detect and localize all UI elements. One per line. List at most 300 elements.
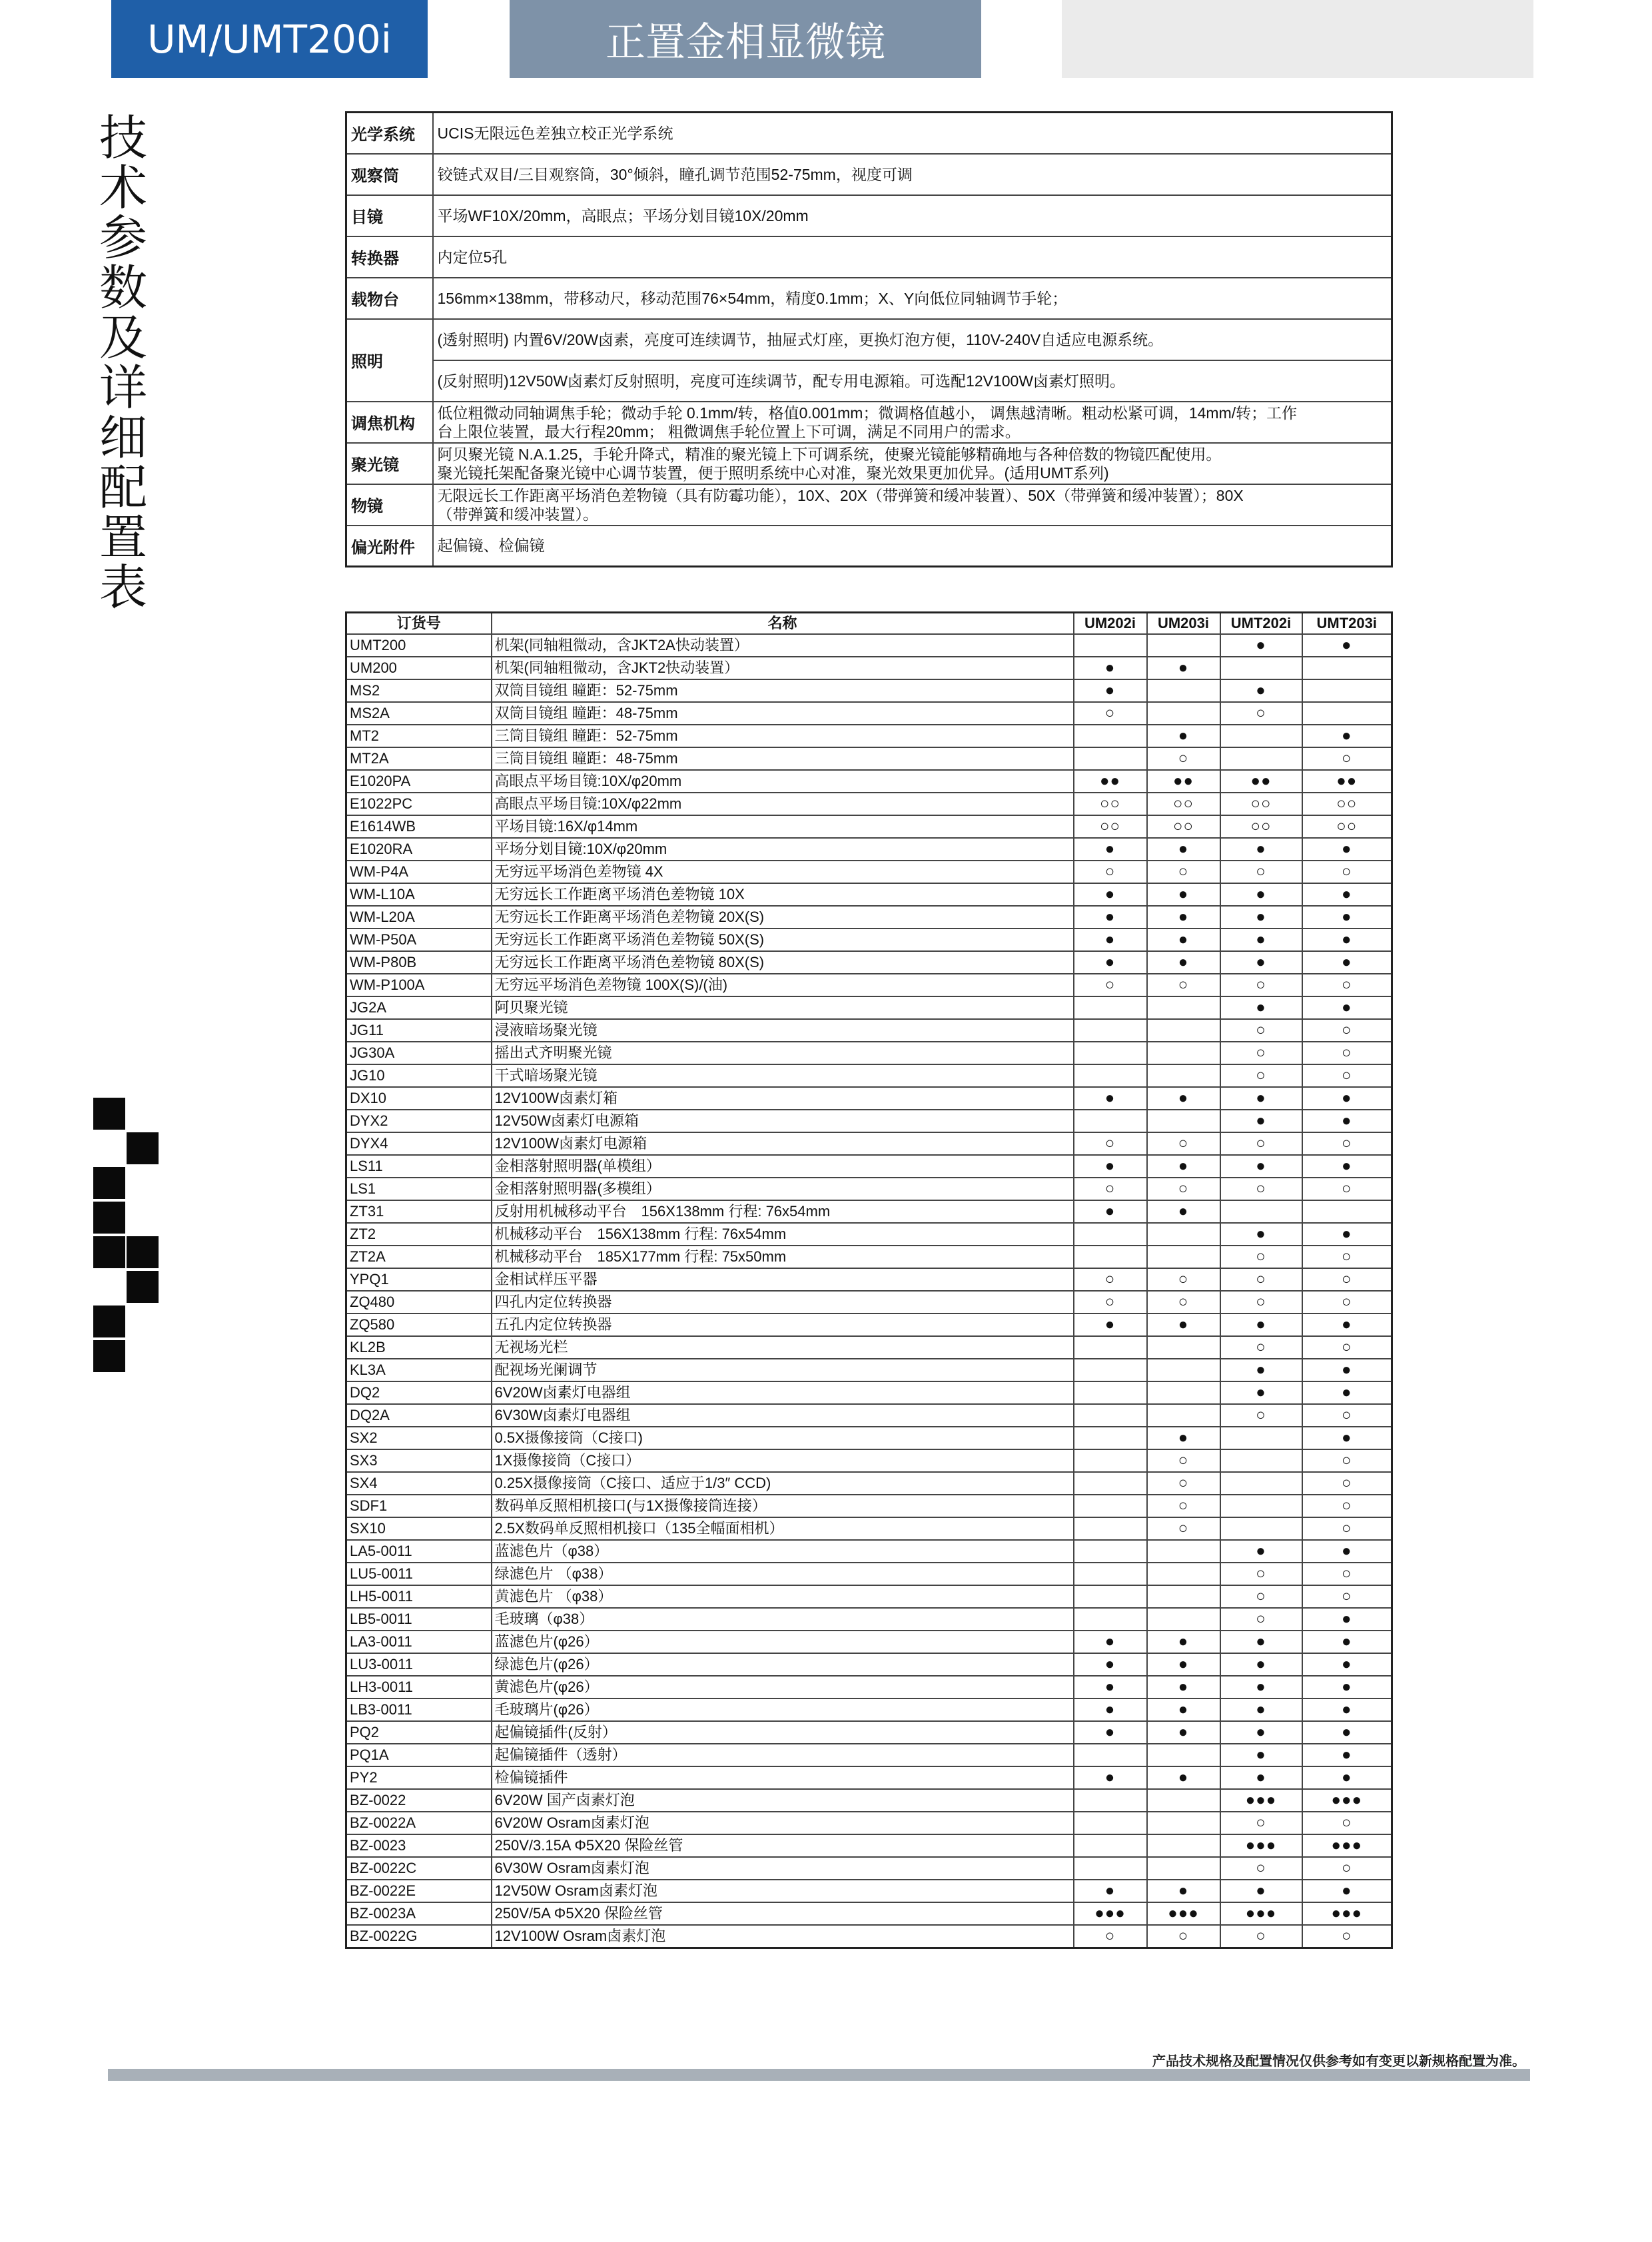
spec-value [433, 484, 1392, 526]
spec-row [346, 484, 1392, 526]
item-name: 浸液暗场聚光镜 [492, 1019, 1074, 1042]
product-title: 正置金相显微镜 [606, 19, 885, 66]
config-mark: ● [1220, 883, 1302, 906]
config-mark: ○ [1220, 1857, 1302, 1880]
order-code: BZ-0022 [346, 1789, 492, 1812]
config-mark [1147, 1812, 1220, 1834]
item-name: 250V/5A Φ5X20 保险丝管 [492, 1902, 1074, 1925]
item-name: 6V20W 国产卤素灯泡 [492, 1789, 1074, 1812]
order-code: BZ-0022E [346, 1880, 492, 1902]
config-mark: ● [1220, 1698, 1302, 1721]
config-mark: ● [1302, 1721, 1392, 1744]
side-title-char: 参 [99, 210, 147, 266]
config-mark [1074, 634, 1147, 657]
order-code: ZT2A [346, 1246, 492, 1268]
table-row [346, 634, 1392, 657]
config-mark: ● [1220, 679, 1302, 702]
item-name: 黄滤色片 （φ38） [492, 1585, 1074, 1608]
table-row [346, 1268, 1392, 1291]
config-mark [1074, 1744, 1147, 1766]
spec-value-line: 起偏镜、检偏镜 [437, 537, 545, 555]
config-mark: ● [1220, 1223, 1302, 1246]
config-mark: ● [1074, 1087, 1147, 1110]
config-mark: ● [1220, 838, 1302, 861]
config-mark: ○ [1220, 1246, 1302, 1268]
order-code: DQ2A [346, 1404, 492, 1427]
order-code: WM-P50A [346, 929, 492, 951]
config-mark: ● [1220, 1631, 1302, 1653]
spec-row [346, 195, 1392, 236]
config-mark: ○ [1147, 974, 1220, 996]
config-mark: ○ [1302, 1563, 1392, 1585]
spec-label: 观察筒 [346, 154, 433, 195]
column-header: 名称 [492, 613, 1074, 635]
order-code: LH5-0011 [346, 1585, 492, 1608]
config-mark: ○○ [1302, 793, 1392, 815]
item-name: 金相落射照明器(多模组） [492, 1178, 1074, 1200]
item-name: 检偏镜插件 [492, 1766, 1074, 1789]
config-mark: ● [1220, 1087, 1302, 1110]
config-mark: ○ [1302, 1064, 1392, 1087]
config-mark [1147, 1223, 1220, 1246]
config-mark: ○ [1147, 1291, 1220, 1313]
config-mark: ○ [1147, 747, 1220, 770]
spec-value-line: （带弹簧和缓冲装置）。 [437, 505, 598, 523]
config-mark: ○ [1302, 861, 1392, 883]
table-row [346, 1925, 1392, 1948]
config-mark: ●●● [1220, 1902, 1302, 1925]
config-mark: ● [1147, 657, 1220, 679]
config-mark: ● [1220, 1721, 1302, 1744]
spec-value [433, 278, 1392, 319]
spec-row [346, 526, 1392, 567]
item-name: 高眼点平场目镜:10X/φ20mm [492, 770, 1074, 793]
config-mark: ●● [1074, 770, 1147, 793]
order-code: LA5-0011 [346, 1540, 492, 1563]
table-row [346, 1698, 1392, 1721]
config-mark: ● [1302, 1223, 1392, 1246]
config-mark: ● [1074, 883, 1147, 906]
item-name: 250V/3.15A Φ5X20 保险丝管 [492, 1834, 1074, 1857]
table-row [346, 1608, 1392, 1631]
config-mark [1147, 1336, 1220, 1359]
config-mark: ● [1147, 1721, 1220, 1744]
config-mark: ○ [1074, 702, 1147, 725]
side-title-char: 术 [99, 160, 147, 216]
item-name: 蓝滤色片(φ26） [492, 1631, 1074, 1653]
config-mark: ○ [1147, 1132, 1220, 1155]
order-code: DQ2 [346, 1381, 492, 1404]
order-code: MS2A [346, 702, 492, 725]
item-name: 三筒目镜组 瞳距：48-75mm [492, 747, 1074, 770]
config-mark [1074, 1517, 1147, 1540]
config-mark [1147, 702, 1220, 725]
spec-value: (透射照明) 内置6V/20W卤素，亮度可连续调节，抽屉式灯座，更换灯泡方便，110V-240V自适应电源系统。 [433, 319, 1392, 360]
title-banner [510, 0, 981, 78]
config-mark: ● [1302, 1608, 1392, 1631]
table-row [346, 1087, 1392, 1110]
spec-value-line: 铰链式双目/三目观察筒，30°倾斜，瞳孔调节范围52-75mm，视度可调 [437, 165, 913, 183]
config-mark [1302, 679, 1392, 702]
config-mark: ○ [1302, 1517, 1392, 1540]
item-name: 四孔内定位转换器 [492, 1291, 1074, 1313]
config-mark [1074, 1495, 1147, 1517]
deco-square [127, 1271, 159, 1303]
order-code: BZ-0023 [346, 1834, 492, 1857]
config-mark: ● [1302, 1359, 1392, 1381]
column-header: 订货号 [346, 613, 492, 635]
order-code: LU3-0011 [346, 1653, 492, 1676]
table-row [346, 906, 1392, 929]
spec-value [433, 236, 1392, 278]
config-mark [1147, 996, 1220, 1019]
config-mark: ● [1220, 1653, 1302, 1676]
config-mark: ● [1220, 1540, 1302, 1563]
table-row [346, 1223, 1392, 1246]
order-code: E1614WB [346, 815, 492, 838]
spec-label: 照明 [346, 319, 433, 402]
config-mark: ○○ [1147, 793, 1220, 815]
item-name: 毛玻璃片(φ26） [492, 1698, 1074, 1721]
item-name: 机架(同轴粗微动，含JKT2A快动装置） [492, 634, 1074, 657]
table-row [346, 1880, 1392, 1902]
table-row [346, 1291, 1392, 1313]
deco-square [127, 1236, 159, 1268]
config-mark [1147, 1834, 1220, 1857]
config-mark: ● [1147, 838, 1220, 861]
table-row [346, 1789, 1392, 1812]
config-mark [1220, 747, 1302, 770]
config-mark: ● [1220, 1381, 1302, 1404]
table-row [346, 1676, 1392, 1698]
config-mark: ● [1147, 951, 1220, 974]
item-name: 黄滤色片(φ26） [492, 1676, 1074, 1698]
table-row [346, 951, 1392, 974]
table-row [346, 1834, 1392, 1857]
order-code: WM-P100A [346, 974, 492, 996]
spec-row [346, 278, 1392, 319]
item-name: 12V50W卤素灯电源箱 [492, 1110, 1074, 1132]
order-code: E1020PA [346, 770, 492, 793]
item-name: 1X摄像接筒（C接口） [492, 1449, 1074, 1472]
config-mark: ● [1220, 1744, 1302, 1766]
spec-label: 偏光附件 [346, 526, 433, 567]
order-code: KL3A [346, 1359, 492, 1381]
config-mark [1147, 1019, 1220, 1042]
config-mark [1074, 1608, 1147, 1631]
table-row [346, 1427, 1392, 1449]
config-mark [1074, 1540, 1147, 1563]
config-mark: ● [1302, 1381, 1392, 1404]
config-mark: ○ [1220, 1812, 1302, 1834]
config-mark: ● [1074, 1313, 1147, 1336]
column-header: UM203i [1147, 613, 1220, 635]
config-mark: ● [1302, 1155, 1392, 1178]
table-row [346, 1019, 1392, 1042]
config-mark [1074, 1834, 1147, 1857]
config-mark [1074, 1381, 1147, 1404]
item-name: 金相落射照明器(单模组） [492, 1155, 1074, 1178]
model-banner [111, 0, 428, 78]
table-row [346, 1540, 1392, 1563]
table-row [346, 1042, 1392, 1064]
column-header: UM202i [1074, 613, 1147, 635]
deco-square [93, 1306, 125, 1337]
table-row [346, 1336, 1392, 1359]
config-mark: ● [1147, 1427, 1220, 1449]
config-mark: ● [1074, 679, 1147, 702]
config-mark: ● [1147, 1313, 1220, 1336]
config-mark: ● [1074, 1698, 1147, 1721]
spec-label: 载物台 [346, 278, 433, 319]
item-name: 三筒目镜组 瞳距：52-75mm [492, 725, 1074, 747]
order-code: E1020RA [346, 838, 492, 861]
config-mark: ○ [1220, 861, 1302, 883]
spec-table [345, 111, 1393, 567]
spec-label: 调焦机构 [346, 402, 433, 443]
config-mark: ●●● [1074, 1902, 1147, 1925]
item-name: 绿滤色片(φ26） [492, 1653, 1074, 1676]
spec-label: 聚光镜 [346, 443, 433, 484]
config-mark: ● [1074, 1653, 1147, 1676]
config-mark: ● [1302, 1880, 1392, 1902]
config-mark [1147, 1404, 1220, 1427]
spec-row [346, 402, 1392, 443]
order-code: ZQ580 [346, 1313, 492, 1336]
config-mark: ● [1147, 1087, 1220, 1110]
item-name: 机械移动平台 156X138mm 行程: 76x54mm [492, 1223, 1074, 1246]
config-mark [1074, 1789, 1147, 1812]
item-name: 金相试样压平器 [492, 1268, 1074, 1291]
order-code: WM-P80B [346, 951, 492, 974]
config-mark: ● [1220, 906, 1302, 929]
table-row [346, 1155, 1392, 1178]
spec-value [433, 195, 1392, 236]
config-mark: ● [1302, 1631, 1392, 1653]
order-code: SX3 [346, 1449, 492, 1472]
order-code: LB3-0011 [346, 1698, 492, 1721]
config-mark [1220, 1427, 1302, 1449]
config-mark: ○ [1074, 1178, 1147, 1200]
spec-value-line: 聚光镜托架配备聚光镜中心调节装置，便于照明系统中心对准，聚光效果更加优异。(适用UMT系列) [437, 464, 1109, 482]
item-name: 数码单反照相机接口(与1X摄像接筒连接） [492, 1495, 1074, 1517]
config-mark: ○ [1220, 1268, 1302, 1291]
item-name: 12V100W卤素灯电源箱 [492, 1132, 1074, 1155]
config-mark: ● [1220, 1676, 1302, 1698]
spec-row [346, 443, 1392, 484]
config-mark: ● [1220, 1110, 1302, 1132]
config-mark: ● [1220, 1359, 1302, 1381]
spec-row [346, 236, 1392, 278]
config-mark: ○ [1074, 1291, 1147, 1313]
config-mark [1147, 1110, 1220, 1132]
config-mark: ○ [1220, 1608, 1302, 1631]
config-mark [1074, 725, 1147, 747]
deco-square [93, 1167, 125, 1199]
deco-square [93, 1098, 125, 1130]
config-mark: ○ [1302, 1132, 1392, 1155]
config-mark: ● [1074, 657, 1147, 679]
table-row [346, 1812, 1392, 1834]
config-mark: ○ [1220, 1042, 1302, 1064]
side-title-char: 细 [99, 410, 147, 466]
footnote: 产品技术规格及配置情况仅供参考如有变更以新规格配置为准。 [1152, 2054, 1525, 2069]
item-name: 无穷远长工作距离平场消色差物镜 10X [492, 883, 1074, 906]
config-mark [1302, 1200, 1392, 1223]
item-name: 双筒目镜组 瞳距：52-75mm [492, 679, 1074, 702]
item-name: 6V30W Osram卤素灯泡 [492, 1857, 1074, 1880]
order-code: PY2 [346, 1766, 492, 1789]
config-mark: ○ [1147, 1472, 1220, 1495]
item-name: 无穷远平场消色差物镜 4X [492, 861, 1074, 883]
config-mark: ○ [1302, 1291, 1392, 1313]
config-mark: ● [1147, 929, 1220, 951]
spec-value-line: 平场WF10X/20mm，高眼点；平场分划目镜10X/20mm [437, 206, 809, 224]
config-mark: ○ [1220, 1404, 1302, 1427]
config-mark: ○ [1302, 1336, 1392, 1359]
item-name: 0.5X摄像接筒（C接口) [492, 1427, 1074, 1449]
config-mark: ● [1302, 1110, 1392, 1132]
table-row [346, 861, 1392, 883]
table-row [346, 1064, 1392, 1087]
config-mark [1074, 1563, 1147, 1585]
config-mark: ● [1302, 1540, 1392, 1563]
spec-row [346, 154, 1392, 195]
item-name: 无穷远平场消色差物镜 100X(S)/(油) [492, 974, 1074, 996]
config-mark: ● [1147, 725, 1220, 747]
config-mark [1074, 1404, 1147, 1427]
table-row [346, 1631, 1392, 1653]
config-mark: ● [1220, 1155, 1302, 1178]
config-mark: ○ [1220, 974, 1302, 996]
table-row [346, 1404, 1392, 1427]
order-code: JG10 [346, 1064, 492, 1087]
config-mark [1074, 1019, 1147, 1042]
config-mark [1220, 1495, 1302, 1517]
config-mark: ●● [1147, 770, 1220, 793]
table-row [346, 1495, 1392, 1517]
order-code: LA3-0011 [346, 1631, 492, 1653]
deco-square [93, 1236, 125, 1268]
spec-value [433, 443, 1392, 484]
table-row [346, 770, 1392, 793]
side-title-char: 数 [99, 260, 147, 316]
order-code: SDF1 [346, 1495, 492, 1517]
spec-value-line: 台上限位装置，最大行程20mm； 粗微调焦手轮位置上下可调，满足不同用户的需求。 [437, 422, 1021, 440]
table-row [346, 679, 1392, 702]
config-mark: ○ [1220, 1064, 1302, 1087]
order-code: LU5-0011 [346, 1563, 492, 1585]
config-mark: ○○ [1147, 815, 1220, 838]
table-row [346, 1653, 1392, 1676]
config-mark: ● [1147, 1880, 1220, 1902]
item-name: 反射用机械移动平台 156X138mm 行程: 76x54mm [492, 1200, 1074, 1223]
table-row [346, 1359, 1392, 1381]
config-mark [1147, 1042, 1220, 1064]
config-mark: ● [1302, 951, 1392, 974]
config-mark [1147, 1857, 1220, 1880]
config-mark: ○ [1220, 1132, 1302, 1155]
config-mark: ● [1147, 1200, 1220, 1223]
config-mark: ○ [1302, 1925, 1392, 1948]
config-mark [1302, 657, 1392, 679]
config-mark [1220, 657, 1302, 679]
item-name: 无穷远长工作距离平场消色差物镜 80X(S) [492, 951, 1074, 974]
table-row [346, 1132, 1392, 1155]
config-mark: ● [1147, 906, 1220, 929]
spec-value-line: 阿贝聚光镜 N.A.1.25，手轮升降式，精准的聚光镜上下可调系统，使聚光镜能够精确地与各种倍数的物镜匹配使用。 [437, 445, 1222, 463]
config-mark: ● [1074, 1880, 1147, 1902]
config-mark: ○ [1147, 861, 1220, 883]
config-mark: ● [1220, 1880, 1302, 1902]
order-code: LB5-0011 [346, 1608, 492, 1631]
order-code: JG30A [346, 1042, 492, 1064]
config-mark [1074, 747, 1147, 770]
table-row [346, 1744, 1392, 1766]
footer-bar [108, 2069, 1530, 2081]
config-mark [1147, 1563, 1220, 1585]
order-code: BZ-0022G [346, 1925, 492, 1948]
config-mark: ● [1220, 996, 1302, 1019]
config-mark: ● [1220, 634, 1302, 657]
order-code: LH3-0011 [346, 1676, 492, 1698]
config-mark: ● [1220, 1766, 1302, 1789]
spec-label: 转换器 [346, 236, 433, 278]
config-mark: ● [1147, 1155, 1220, 1178]
spec-label: 物镜 [346, 484, 433, 526]
config-mark: ●● [1302, 770, 1392, 793]
spec-value-line: 156mm×138mm，带移动尺，移动范围76×54mm，精度0.1mm；X、Y向低位同轴调节手轮； [437, 289, 1068, 307]
config-mark: ○ [1220, 1585, 1302, 1608]
config-mark [1074, 1812, 1147, 1834]
config-mark: ● [1074, 951, 1147, 974]
order-code: UM200 [346, 657, 492, 679]
side-title-char: 置 [99, 510, 147, 565]
config-mark [1074, 1042, 1147, 1064]
order-code: SX4 [346, 1472, 492, 1495]
config-mark: ● [1074, 1631, 1147, 1653]
table-row [346, 1200, 1392, 1223]
order-code: SX2 [346, 1427, 492, 1449]
config-mark: ● [1220, 951, 1302, 974]
item-name: 平场分划目镜:10X/φ20mm [492, 838, 1074, 861]
config-mark: ● [1147, 1676, 1220, 1698]
order-code: JG11 [346, 1019, 492, 1042]
config-mark [1220, 1472, 1302, 1495]
config-mark: ○ [1302, 1268, 1392, 1291]
config-mark: ● [1302, 929, 1392, 951]
order-code: YPQ1 [346, 1268, 492, 1291]
config-mark [1147, 1789, 1220, 1812]
spec-row [346, 319, 1392, 360]
config-mark [1074, 1857, 1147, 1880]
config-mark: ●●● [1302, 1789, 1392, 1812]
config-mark: ● [1147, 1698, 1220, 1721]
spec-value [433, 526, 1392, 567]
config-mark: ○ [1147, 1449, 1220, 1472]
config-mark: ○ [1302, 1246, 1392, 1268]
table-row [346, 1517, 1392, 1540]
order-code: ZQ480 [346, 1291, 492, 1313]
config-mark: ○ [1074, 974, 1147, 996]
item-name: 双筒目镜组 瞳距：48-75mm [492, 702, 1074, 725]
spec-value [433, 402, 1392, 443]
config-mark: ○ [1302, 1404, 1392, 1427]
config-mark: ○ [1302, 1019, 1392, 1042]
header-spacer [1062, 0, 1533, 78]
config-mark: ○ [1220, 702, 1302, 725]
config-mark: ● [1302, 1313, 1392, 1336]
